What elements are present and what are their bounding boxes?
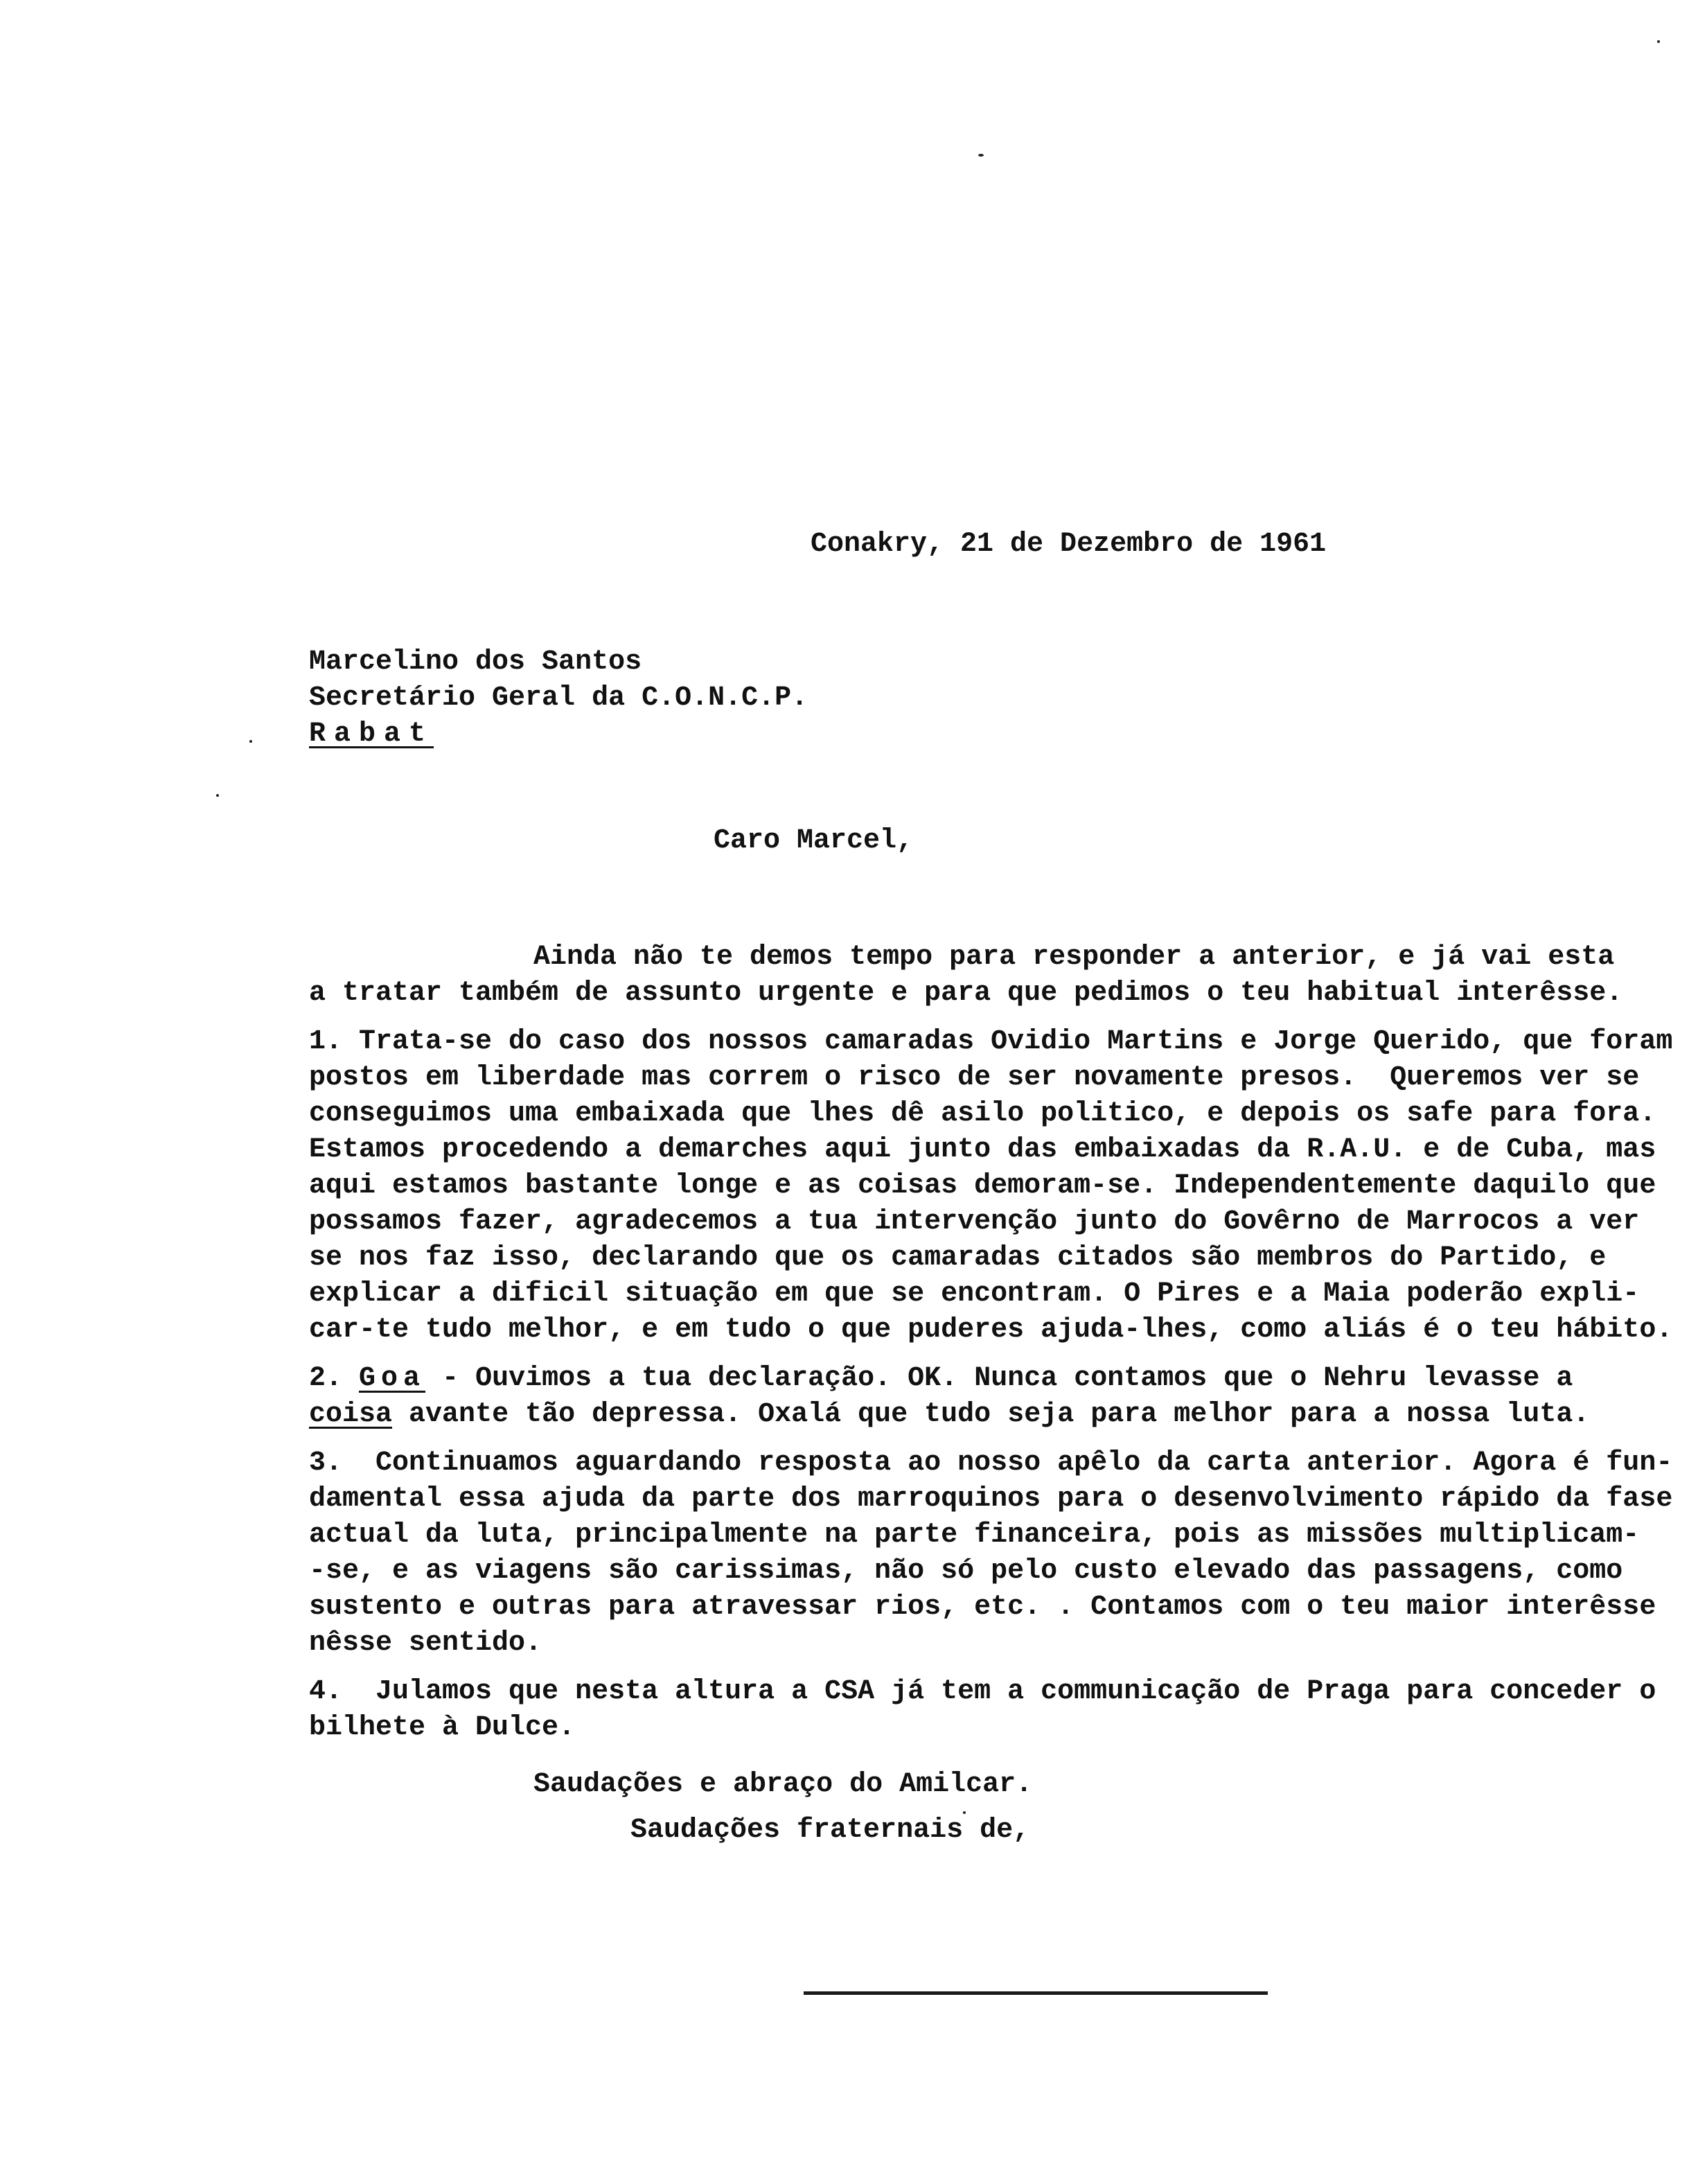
item-4-line: 4. Julamos que nesta altura a CSA já tem a communicação de Praga para conceder o (309, 1676, 1656, 1707)
item-4-line: bilhete à Dulce. (309, 1712, 576, 1743)
closing-greeting: Saudações e abraço do Amilcar. (533, 1769, 1033, 1800)
item-2-line (309, 1397, 1672, 1433)
item-1-line: 1. Trata-se do caso dos nossos camaradas Ovidio Martins e Jorge Querido, que foram (309, 1026, 1673, 1057)
item-3 (309, 1445, 1672, 1662)
item-2-line (309, 1361, 1672, 1397)
recipient-name: Marcelino dos Santos (309, 646, 642, 678)
scan-speck (978, 154, 984, 157)
item-1-line: aqui estamos bastante longe e as coisas demoram-se. Independentemente daquilo que (309, 1170, 1656, 1201)
intro-line-2: a tratar também de assunto urgente e para que pedimos o teu habitual interêsse. (309, 978, 1623, 1009)
item-1-line: Estamos procedendo a demarches aqui junto das embaixadas da R.A.U. e de Cuba, mas (309, 1134, 1656, 1165)
item-4 (309, 1674, 1672, 1746)
recipient-title: Secretário Geral da C.O.N.C.P. (309, 682, 808, 714)
item-3-line: -se, e as viagens são carissimas, não só pelo custo elevado das passagens, como (309, 1556, 1623, 1587)
item-1-line: se nos faz isso, declarando que os camaradas citados são membros do Partido, e (309, 1242, 1607, 1274)
item-1-line: possamos fazer, agradecemos a tua intervenção junto do Govêrno de Marrocos a ver (309, 1206, 1640, 1238)
item-3-line: 3. Continuamos aguardando resposta ao nosso apêlo da carta anterior. Agora é fun- (309, 1447, 1673, 1479)
item-3-line: actual da luta, principalmente na parte financeira, pois as missões multiplicam- (309, 1520, 1640, 1551)
scan-speck (249, 740, 252, 743)
item-2-topic: Goa (359, 1363, 426, 1394)
recipient-city: Rabat (309, 719, 434, 750)
date-line: Conakry, 21 de Dezembro de 1961 (811, 529, 1327, 560)
item-3-line: damental essa ajuda da parte dos marroquinos para o desenvolvimento rápido da fase (309, 1483, 1673, 1515)
item-2 (309, 1361, 1672, 1433)
item-2-text: - Ouvimos a tua declaração. OK. Nunca contamos que o Nehru levasse a (442, 1363, 1573, 1394)
item-2-number: 2. (309, 1363, 343, 1394)
item-1 (309, 1024, 1672, 1348)
salutation: Caro Marcel, (714, 825, 914, 856)
recipient-block (309, 644, 808, 752)
item-1-line: car-te tudo melhor, e em tudo o que puderes ajuda-lhes, como aliás é o teu hábito. (309, 1314, 1673, 1346)
item-2-text: avante tão depressa. Oxalá que tudo seja para melhor para a nossa luta. (409, 1399, 1590, 1430)
item-1-line: conseguimos uma embaixada que lhes dê asilo politico, e depois os safe para fora. (309, 1098, 1656, 1129)
closing-fraternal: Saudações fraternais de, (630, 1815, 1030, 1846)
scan-speck (1657, 40, 1660, 43)
item-1-line: explicar a dificil situação em que se encontram. O Pires e a Maia poderão expli- (309, 1278, 1640, 1310)
item-3-line: sustento e outras para atravessar rios, etc. . Contamos com o teu maior interêsse (309, 1592, 1656, 1623)
item-3-line: nêsse sentido. (309, 1628, 542, 1659)
scan-speck (216, 794, 219, 797)
item-1-line: postos em liberdade mas correm o risco de ser novamente presos. Queremos ver se (309, 1062, 1640, 1093)
item-2-underlined-word: coisa (309, 1399, 393, 1430)
intro-line-1: Ainda não te demos tempo para responder a anterior, e já vai esta (533, 942, 1615, 973)
signature-line (804, 1991, 1268, 1995)
letter-body (309, 940, 1672, 1746)
